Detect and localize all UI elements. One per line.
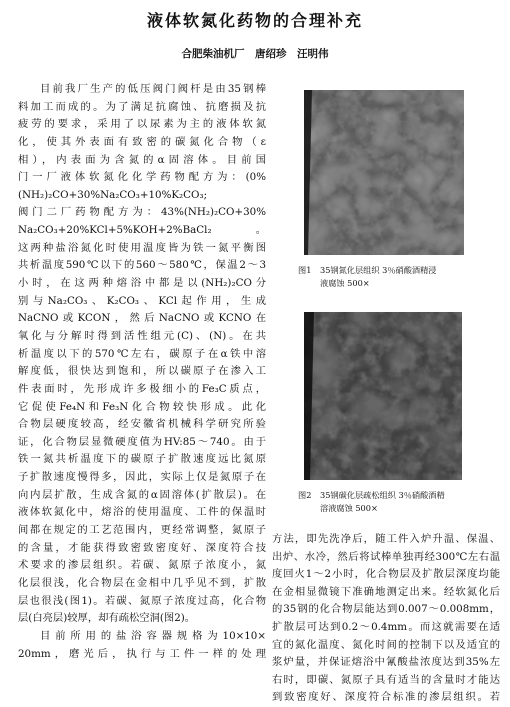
figure-1-caption bbox=[298, 264, 498, 290]
body-text-line: 宜的氮化温度、氮化时间的控制下以及适宜的 bbox=[272, 638, 500, 651]
figure-2-caption-line1: 35钢碳化层疏松组织 3％硝酸酒精 bbox=[320, 490, 445, 500]
figure-2-micrograph bbox=[304, 312, 462, 480]
body-right-column bbox=[272, 531, 500, 707]
body-text-line: NaCNO或KCON，然后NaCNO或KCNO在 bbox=[18, 312, 266, 325]
body-text-line: 的35钢的化合物层能达到0.007～0.008mm， bbox=[272, 603, 500, 616]
body-text-line: 在金相显微镜下准确地测定出来。经软氮化后 bbox=[272, 585, 500, 598]
body-text-line: 扩散层可达到0.2～0.4mm。而这就需要在适 bbox=[272, 620, 500, 633]
body-text-line: 目前我厂生产的低压阀门阀杆是由35钢棒 bbox=[40, 83, 266, 95]
body-text-line: 术要求的渗层组织。若碳、氮原子浓度小，氮 bbox=[18, 559, 266, 572]
body-text-line: 化层很浅，化合物层在金相中几乎见不到，扩散 bbox=[18, 576, 266, 589]
figure-1-caption-line1: 35钢氮化层组织 3％硝酸酒精浸 bbox=[320, 265, 437, 275]
body-text-line: 的含量，才能获得致密致密度好、深度符合技 bbox=[18, 541, 266, 554]
body-text-line: 间都在规定的工艺范围内，更经常调整，氮原子 bbox=[18, 524, 266, 537]
figure-1-caption-line2: 液腐蚀 500× bbox=[320, 278, 370, 288]
body-text-line: 料加工而成的。为了满足抗腐蚀、抗磨损及抗 bbox=[18, 100, 266, 113]
body-text-line: 别与Na₂CO₃、K₂CO₃、KCl起作用，生成 bbox=[18, 294, 266, 307]
body-text-line: 20mm，磨光后，执行与工件一样的处理 bbox=[18, 647, 266, 660]
body-text-line: 右时，即碳、氮原子具有适当的含量时才能达 bbox=[272, 673, 500, 686]
micrograph-2-image bbox=[304, 312, 462, 480]
body-text-line: 共析温度590℃以下的560～580℃，保温2～3 bbox=[18, 259, 266, 272]
micrograph-1-image bbox=[304, 90, 464, 255]
body-text-line: 小时，在这两种熔浴中都是以(NH₂)₂CO分 bbox=[18, 277, 266, 290]
body-text-line: 解度低，很快达到饱和，所以碳原子在渗入工 bbox=[18, 365, 266, 378]
body-text-line: 目前所用的盐浴容器规格为10×10× bbox=[40, 629, 266, 642]
body-text-line: 氧化与分解时得到活性组元(C)、(N)。在共 bbox=[18, 329, 266, 342]
figure-1-number: 图1 bbox=[298, 265, 312, 275]
body-text-line: Na₂CO₃+20%KCl+5%KOH+2%BaCl₂。 bbox=[18, 224, 266, 237]
figure-2-caption-line2: 溶液腐蚀 500× bbox=[320, 503, 378, 513]
body-text-line: 向内层扩散，生成含氮的α固溶体(扩散层)。在 bbox=[18, 488, 266, 501]
body-text-line: 层(白亮层)较厚，却有疏松空洞(图2)。 bbox=[18, 612, 196, 625]
body-text-line: 层也很浅(图1)。若碳、氮原子浓度过高，化合物 bbox=[18, 594, 266, 607]
body-text-line: 相），内表面为含氮的α固溶体。目前国 bbox=[18, 153, 266, 166]
body-text-line: 合物层硬度较高，经安徽省机械科学研究所验 bbox=[18, 418, 266, 431]
body-text-line: 门一厂液体软氮化化学药物配方为：(0% bbox=[18, 171, 266, 184]
body-text-line: 子扩散速度慢得多，因此，实际上仅是氮原子在 bbox=[18, 471, 266, 484]
article-authors: 合肥柴油机厂 唐绍珍 汪明伟 bbox=[181, 48, 329, 60]
body-text-line: 度回火1～2小时，化合物层及扩散层深度均能 bbox=[272, 568, 500, 581]
body-text-line: 浆炉量，并保证熔浴中氰酸盐浓度达到35%左 bbox=[272, 656, 500, 669]
body-left-column bbox=[18, 81, 266, 663]
body-text-line: 析温度以下的570℃左右，碳原子在α铁中溶 bbox=[18, 347, 266, 360]
body-text-line: 出炉、水冷，然后将试棒单独再经300℃左右温 bbox=[272, 550, 500, 563]
body-text-line: 件表面时，先形成许多极细小的Fe₃C质点， bbox=[18, 382, 266, 395]
body-text-line: 铁一氮共析温度下的碳原子扩散速度远比氮原 bbox=[18, 453, 266, 466]
body-text-line: 疲劳的要求，采用了以尿素为主的液体软氮 bbox=[18, 118, 266, 131]
body-text-line: 方法，即先洗净后，随工件入炉升温、保温、 bbox=[272, 533, 500, 545]
body-text-line: (NH₂)₂CO+30%Na₂CO₃+10%K₂CO₃; bbox=[18, 188, 208, 201]
figure-2-caption bbox=[298, 489, 498, 515]
body-text-line: 到致密度好、深度符合标准的渗层组织。若 bbox=[272, 691, 500, 704]
body-text-line: 它促使Fe₄N和Fe₃N化合物较快形成。此化 bbox=[18, 400, 266, 413]
article-title: 液体软氮化药物的合理补充 bbox=[146, 11, 363, 30]
body-text-line: 液体软氮化中，熔浴的使用温度、工件的保温时 bbox=[18, 506, 266, 519]
body-text-line: 化，使其外表面有致密的碳氮化合物（ε bbox=[18, 135, 266, 148]
figure-1-micrograph bbox=[304, 90, 464, 255]
figure-2-number: 图2 bbox=[298, 490, 312, 500]
body-text-line: 这两种盐浴氮化时使用温度皆为铁一氮平衡图 bbox=[18, 241, 266, 254]
body-text-line: 阀门二厂药物配方为：43%(NH₂)₂CO+30% bbox=[18, 206, 266, 219]
body-text-line: 证，化合物层显微硬度值为HV:85～740。由于 bbox=[18, 435, 266, 448]
